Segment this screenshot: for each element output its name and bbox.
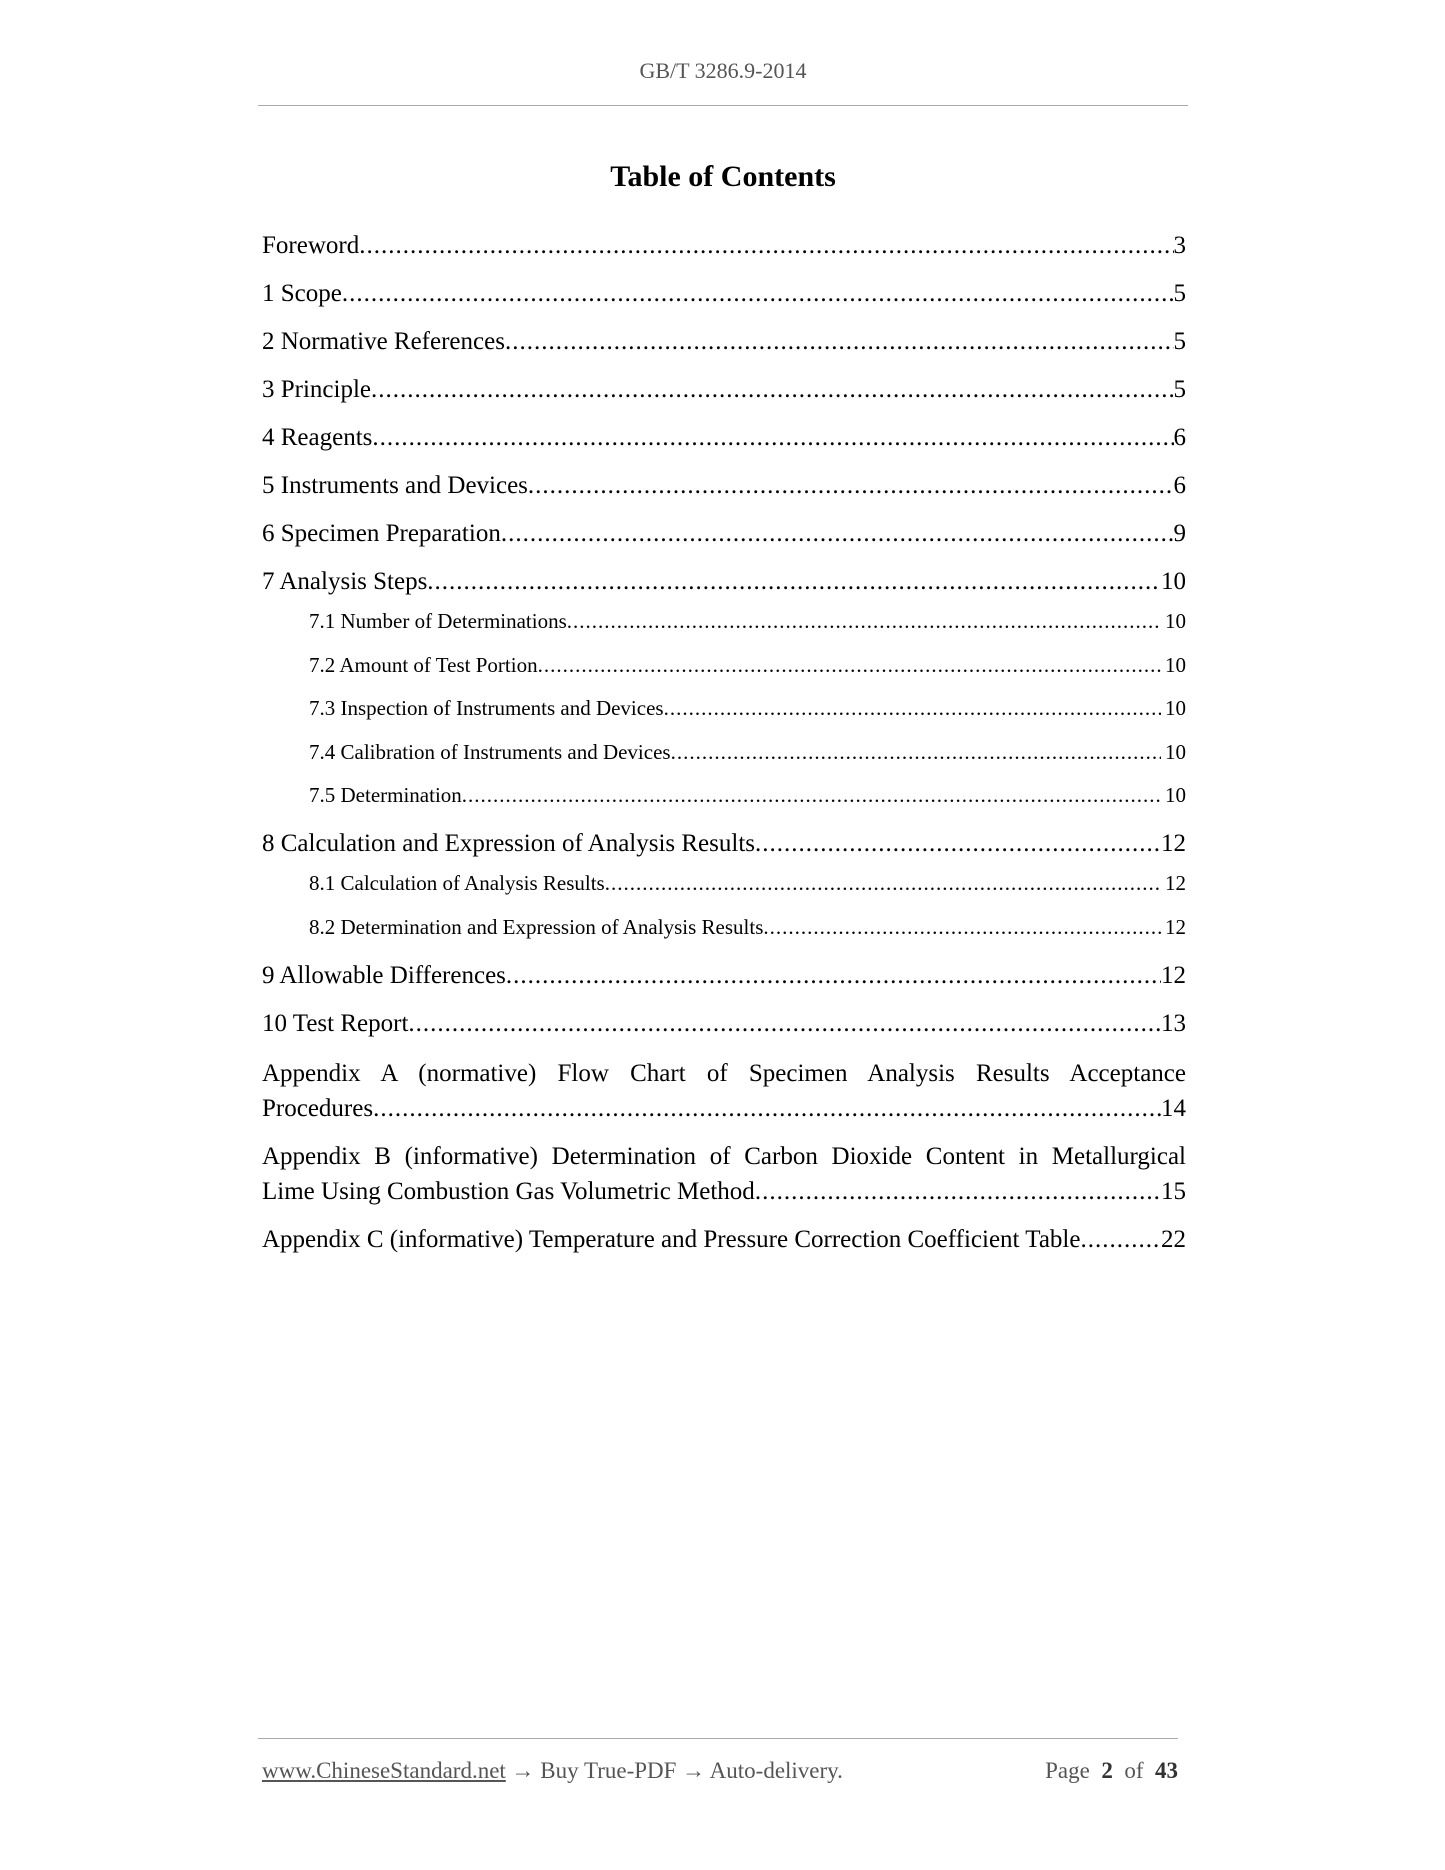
promo-text: → Buy True-PDF → Auto-delivery. xyxy=(505,1758,843,1783)
toc-entry-title: 1 Scope xyxy=(262,280,342,307)
dot-leader xyxy=(528,470,1174,502)
of-label: of xyxy=(1124,1758,1144,1783)
toc-entry-page: 22 xyxy=(1161,1225,1186,1253)
toc-entry-title-line2-row xyxy=(262,1091,1186,1126)
toc-entry-page: 10 xyxy=(1165,739,1186,764)
toc-entry-allowable-differences[interactable] xyxy=(262,960,1186,1008)
dot-leader xyxy=(755,1174,1161,1209)
toc-entry-page: 12 xyxy=(1165,871,1186,895)
dot-leader xyxy=(567,608,1161,635)
toc-entry-page: 6 xyxy=(1173,424,1186,451)
toc-entry-title: 4 Reagents xyxy=(262,424,373,451)
page-label: Page xyxy=(1045,1758,1090,1783)
toc-entry-title: 7 Analysis Steps xyxy=(262,568,428,595)
toc-subentry-determination[interactable] xyxy=(262,782,1186,828)
toc-entry-title: 7.2 Amount of Test Portion xyxy=(309,652,538,677)
toc-entry-page: 10 xyxy=(1165,609,1186,633)
toc-entry-title: 8.2 Determination and Expression of Analysis Results xyxy=(309,914,764,939)
toc-entry-title-line2-row xyxy=(262,1174,1186,1209)
dot-leader xyxy=(373,1091,1161,1126)
toc-entry-title: 5 Instruments and Devices xyxy=(262,472,528,499)
dot-leader xyxy=(342,278,1174,310)
toc-entry-page: 12 xyxy=(1161,961,1186,989)
footer-divider xyxy=(258,1738,1178,1739)
toc-entry-title-line1: Appendix A (normative) Flow Chart of Specimen Analysis Results Acceptance xyxy=(262,1059,1186,1087)
website-link[interactable]: www.ChineseStandard.net xyxy=(262,1758,506,1783)
toc-subentry-determination-expression[interactable] xyxy=(262,914,1186,960)
dot-leader xyxy=(505,326,1174,358)
dot-leader xyxy=(359,230,1173,262)
toc-entry-title: 3 Principle xyxy=(262,376,372,403)
toc-entry-instruments[interactable] xyxy=(262,470,1186,518)
toc-entry-page: 6 xyxy=(1173,472,1186,499)
toc-entry-page: 14 xyxy=(1161,1094,1186,1122)
toc-subentry-amount-of-test-portion[interactable] xyxy=(262,652,1186,696)
header-divider xyxy=(258,105,1188,106)
toc-entry-page: 3 xyxy=(1173,232,1186,259)
total-pages-number: 43 xyxy=(1155,1758,1178,1783)
toc-title: Table of Contents xyxy=(610,160,836,193)
dot-leader xyxy=(605,870,1161,897)
footer-promo xyxy=(262,1758,843,1784)
toc-entry-page: 9 xyxy=(1173,520,1186,547)
toc-entry-page: 5 xyxy=(1173,328,1186,355)
toc-entry-calculation[interactable] xyxy=(262,828,1186,870)
toc-entry-page: 15 xyxy=(1161,1177,1186,1205)
toc-entry-appendix-a[interactable] xyxy=(262,1056,1186,1126)
dot-leader xyxy=(755,828,1161,860)
toc-entry-page: 10 xyxy=(1161,568,1186,595)
toc-entry-page: 13 xyxy=(1161,1009,1186,1037)
toc-entry-title-line2: Procedures xyxy=(262,1094,374,1122)
toc-subentry-number-of-determinations[interactable] xyxy=(262,608,1186,652)
dot-leader xyxy=(427,566,1161,598)
dot-leader xyxy=(763,914,1161,941)
toc-entry-title: 8 Calculation and Expression of Analysis Results xyxy=(262,830,756,857)
dot-leader xyxy=(462,782,1161,809)
table-of-contents xyxy=(262,230,1186,1270)
toc-entry-title: 7.1 Number of Determinations xyxy=(309,609,567,633)
toc-subentry-calculation-of-results[interactable] xyxy=(262,870,1186,914)
toc-entry-title-line1: Appendix B (informative) Determination of Carbon Dioxide Content in Metallurgical xyxy=(262,1142,1186,1170)
toc-entry-title: 9 Allowable Differences xyxy=(262,961,506,989)
toc-entry-title: 7.5 Determination xyxy=(309,783,462,807)
toc-entry-title: 10 Test Report xyxy=(262,1009,409,1037)
toc-entry-scope[interactable] xyxy=(262,278,1186,326)
toc-entry-title: 6 Specimen Preparation xyxy=(262,520,501,547)
current-page-number: 2 xyxy=(1101,1758,1113,1783)
document-id-header: GB/T 3286.9-2014 xyxy=(639,58,807,83)
page-indicator xyxy=(1045,1758,1178,1784)
dot-leader xyxy=(506,960,1161,992)
toc-entry-foreword[interactable] xyxy=(262,230,1186,278)
toc-entry-appendix-b[interactable] xyxy=(262,1139,1186,1209)
dot-leader xyxy=(664,695,1161,722)
toc-entry-specimen-preparation[interactable] xyxy=(262,518,1186,566)
toc-entry-title-line2: Lime Using Combustion Gas Volumetric Method xyxy=(262,1177,755,1205)
toc-entry-reagents[interactable] xyxy=(262,422,1186,470)
toc-entry-page: 10 xyxy=(1165,783,1186,807)
toc-subentry-inspection[interactable] xyxy=(262,695,1186,739)
toc-entry-page: 5 xyxy=(1173,376,1186,403)
toc-entry-appendix-c[interactable] xyxy=(262,1222,1186,1270)
dot-leader xyxy=(371,374,1173,406)
toc-entry-page: 12 xyxy=(1161,830,1186,857)
dot-leader xyxy=(372,422,1173,454)
dot-leader xyxy=(501,518,1174,550)
toc-entry-page: 10 xyxy=(1165,696,1186,720)
dot-leader xyxy=(671,739,1161,766)
toc-entry-analysis-steps[interactable] xyxy=(262,566,1186,608)
toc-entry-normative-references[interactable] xyxy=(262,326,1186,374)
toc-entry-principle[interactable] xyxy=(262,374,1186,422)
toc-entry-title: 8.1 Calculation of Analysis Results xyxy=(309,871,605,895)
dot-leader xyxy=(538,652,1161,679)
toc-entry-title: Appendix C (informative) Temperature and Pressure Correction Coefficient Table xyxy=(262,1225,1081,1253)
toc-entry-title: 2 Normative References xyxy=(262,328,505,355)
toc-entry-page: 12 xyxy=(1165,914,1186,939)
toc-entry-page: 5 xyxy=(1173,280,1186,307)
toc-entry-title: Foreword xyxy=(262,232,360,259)
toc-entry-title: 7.4 Calibration of Instruments and Devices xyxy=(309,739,671,764)
toc-entry-page: 10 xyxy=(1165,652,1186,677)
dot-leader xyxy=(408,1008,1161,1040)
toc-subentry-calibration[interactable] xyxy=(262,739,1186,783)
toc-entry-test-report[interactable] xyxy=(262,1008,1186,1056)
toc-entry-title: 7.3 Inspection of Instruments and Devices xyxy=(309,696,664,720)
dot-leader xyxy=(1080,1222,1161,1257)
